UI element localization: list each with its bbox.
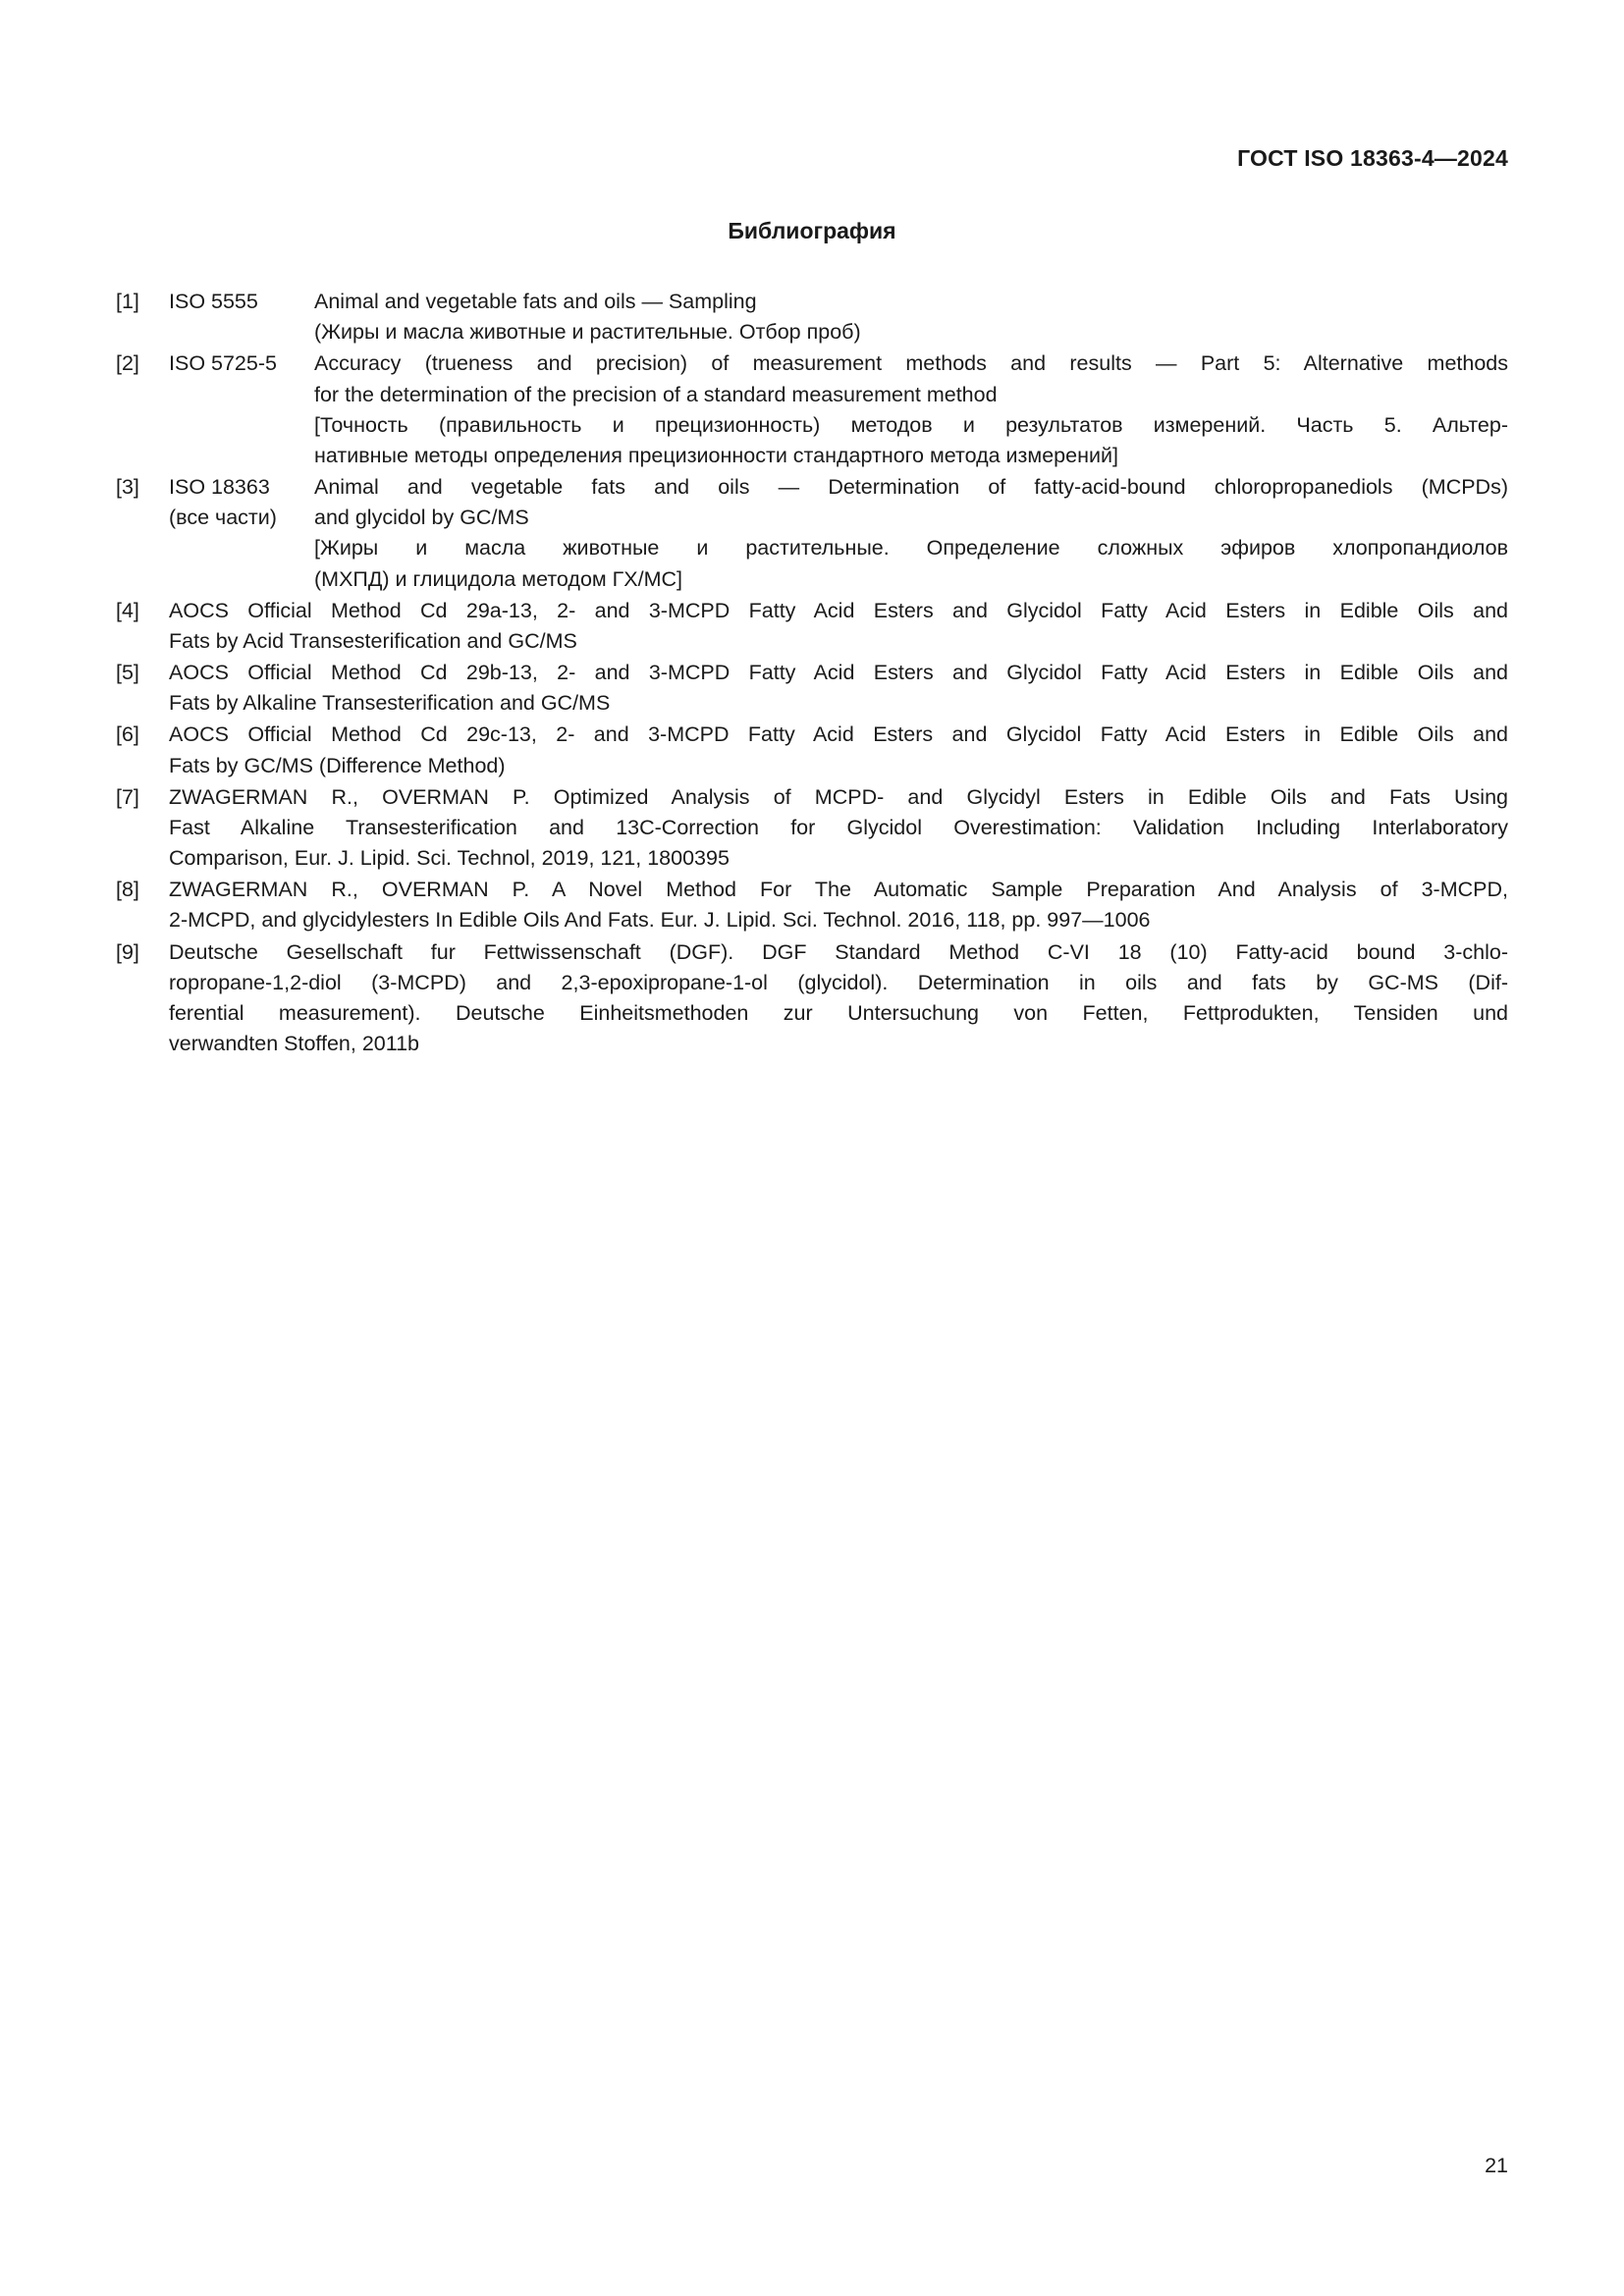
reference-number: [9]	[116, 939, 139, 964]
reference-number: [6]	[116, 722, 139, 747]
reference-text	[169, 596, 1508, 657]
reference-code-line: (все части)	[169, 506, 277, 530]
list-item	[116, 720, 1508, 780]
reference-line: [Жиры и масла животные и растительные. Определение сложных эфиров хлопропандиолов	[314, 536, 1508, 561]
reference-number: [1]	[116, 290, 139, 313]
reference-line: ZWAGERMAN R., OVERMAN P. A Novel Method For The Automatic Sample Preparation And Analysis of 3-MCPD,	[169, 878, 1508, 902]
list-item	[116, 937, 1508, 1060]
list-item	[116, 472, 1508, 595]
reference-text	[314, 472, 1508, 595]
reference-line: Fats by Alkaline Transesterification and GC/MS	[169, 691, 611, 716]
reference-line: AOCS Official Method Cd 29a-13, 2- and 3-MCPD Fatty Acid Esters and Glycidol Fatty Acid Esters in Edible Oils and	[169, 598, 1508, 622]
reference-text	[169, 782, 1508, 875]
reference-text	[314, 287, 1508, 347]
reference-line: verwandten Stoffen, 2011b	[169, 1032, 420, 1056]
list-item	[116, 596, 1508, 657]
list-item	[116, 875, 1508, 935]
reference-text	[169, 658, 1508, 719]
bibliography-list	[116, 287, 1508, 1060]
list-item	[116, 287, 1508, 347]
list-item	[116, 782, 1508, 875]
reference-line: Deutsche Gesellschaft fur Fettwissenschaft (DGF). DGF Standard Method C-VI 18 (10) Fatty-acid bound 3-chlo-	[169, 939, 1508, 964]
page-number: 21	[1485, 2154, 1508, 2177]
reference-number: [5]	[116, 661, 139, 685]
reference-number: [3]	[116, 475, 139, 500]
reference-line: AOCS Official Method Cd 29b-13, 2- and 3-MCPD Fatty Acid Esters and Glycidol Fatty Acid Esters in Edible Oils and	[169, 661, 1508, 685]
reference-line: (МХПД) и глицидола методом ГХ/МС]	[314, 566, 683, 591]
reference-line: Comparison, Eur. J. Lipid. Sci. Technol, 2019, 121, 1800395	[169, 846, 730, 871]
reference-line: Fast Alkaline Transesterification and 13C-Correction for Glycidol Overestimation: Validation Including Interlaboratory	[169, 815, 1508, 839]
reference-line: ropropane-1,2-diol (3-MCPD) and 2,3-epoxipropane-1-ol (glycidol). Determination in oils and fats by GC-MS (Dif-	[169, 970, 1508, 994]
reference-line: ferential measurement). Deutsche Einheitsmethoden zur Untersuchung von Fetten, Fettprodukten, Tensiden und	[169, 1000, 1508, 1025]
reference-line: Fats by Acid Transesterification and GC/MS	[169, 628, 577, 653]
reference-code: ISO 5725-5	[169, 351, 277, 376]
list-item	[116, 348, 1508, 471]
reference-text	[169, 875, 1508, 935]
reference-text	[169, 937, 1508, 1060]
reference-line: [Точность (правильность и прецизионность) методов и результатов измерений. Часть 5. Альтер-	[314, 412, 1508, 437]
reference-line: 2-MCPD, and glycidylesters In Edible Oils And Fats. Eur. J. Lipid. Sci. Technol. 2016, 118, pp. 997—1006	[169, 908, 1151, 933]
reference-number: [4]	[116, 598, 139, 622]
reference-line: ZWAGERMAN R., OVERMAN P. Optimized Analysis of MCPD- and Glycidyl Esters in Edible Oils and Fats Using	[169, 784, 1508, 809]
reference-line: Fats by GC/MS (Difference Method)	[169, 753, 506, 777]
reference-code-line: ISO 18363	[169, 475, 270, 500]
reference-line: for the determination of the precision of a standard measurement method	[314, 382, 998, 406]
reference-text	[314, 348, 1508, 471]
reference-text	[169, 720, 1508, 780]
reference-line: (Жиры и масла животные и растительные. Отбор проб)	[314, 320, 861, 345]
reference-number: [8]	[116, 878, 139, 902]
reference-line: and glycidol by GC/MS	[314, 506, 529, 530]
reference-number: [2]	[116, 351, 139, 376]
reference-line: нативные методы определения прецизионности стандартного метода измерений]	[314, 443, 1118, 467]
reference-line: Animal and vegetable fats and oils — Sampling	[314, 290, 757, 313]
reference-number: [7]	[116, 784, 139, 809]
reference-line: Animal and vegetable fats and oils — Determination of fatty-acid-bound chloropropanediols (MCPDs)	[314, 475, 1508, 500]
page-title: Библиография	[728, 218, 896, 243]
reference-code: ISO 5555	[169, 290, 258, 313]
list-item	[116, 658, 1508, 719]
reference-code	[169, 472, 314, 533]
page-header-standard-id: ГОСТ ISO 18363-4—2024	[1237, 145, 1508, 171]
reference-line: AOCS Official Method Cd 29c-13, 2- and 3-MCPD Fatty Acid Esters and Glycidol Fatty Acid Esters in Edible Oils and	[169, 722, 1508, 747]
reference-line: Accuracy (trueness and precision) of measurement methods and results — Part 5: Alternative methods	[314, 351, 1508, 376]
